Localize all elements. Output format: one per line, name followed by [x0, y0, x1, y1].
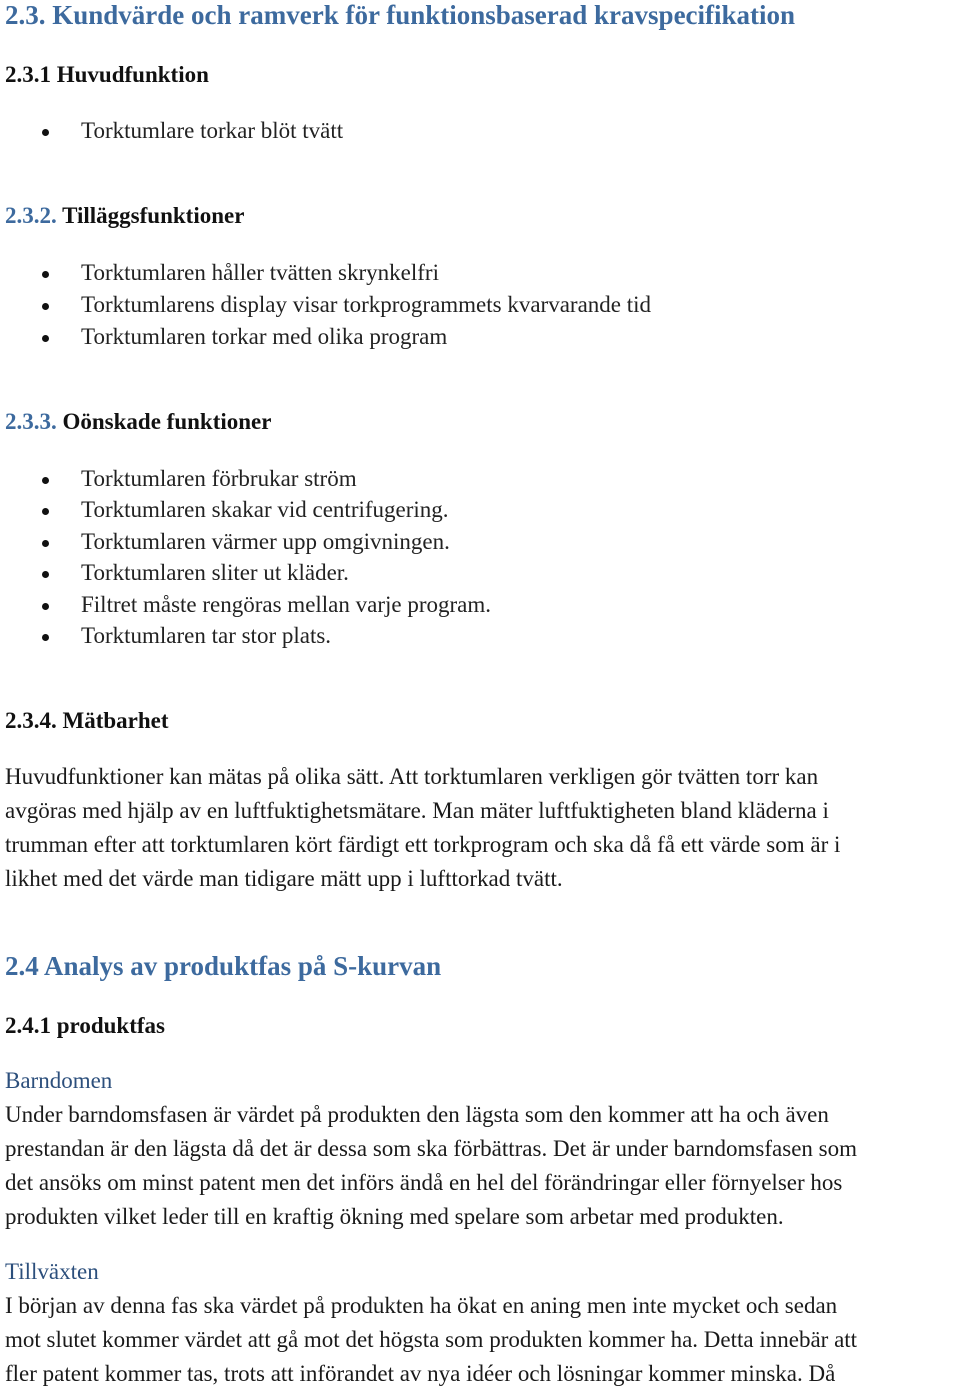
subsection-heading-2-3-2: [5, 203, 244, 229]
subsection-heading-2-4-1: 2.4.1 produktfas: [5, 1013, 165, 1038]
paragraph-line: I början av denna fas ska värdet på produkten ha ökat en aning men inte mycket och sedan: [5, 1293, 838, 1318]
paragraph-line: fler patent kommer tas, trots att införandet av nya idéer och lösningar kommer minska. Då: [5, 1361, 836, 1386]
paragraph-line: produkten vilket leder till en kraftig ökning med spelare som arbetar med produkten.: [5, 1204, 784, 1229]
bullet-icon: [42, 508, 49, 515]
subsection-heading-2-3-1: 2.3.1 Huvudfunktion: [5, 62, 209, 87]
paragraph-line: likhet med det värde man tidigare mätt upp i lufttorkad tvätt.: [5, 866, 563, 891]
subsection-number: 2.3.3.: [5, 409, 57, 434]
subsection-title: Oönskade funktioner: [56, 409, 272, 434]
paragraph-line: Huvudfunktioner kan mätas på olika sätt. Att torktumlaren verkligen gör tvätten torr kan: [5, 764, 819, 789]
bullet-icon: [42, 477, 49, 484]
bullet-icon: [42, 129, 49, 136]
phase-label-barndomen: Barndomen: [5, 1068, 113, 1093]
paragraph-line: Under barndomsfasen är värdet på produkten den lägsta som den kommer att ha och även: [5, 1102, 829, 1127]
bullet-icon: [42, 634, 49, 641]
section-heading-2-4: 2.4 Analys av produktfas på S-kurvan: [5, 951, 442, 981]
document-page: 2.3. Kundvärde och ramverk för funktionsbaserad kravspecifikation 2.3.1 Huvudfunktion Torktumlare torkar blöt tvätt 2.3.2. Tilläggsfunktioner Torktumlaren håller tvätten skrynkelfri Torktumlarens display visar torkprogrammets kvarvarande tid Torktumlaren torkar med olika program 2.3.3. Oönskade funktioner Torktumlaren förbrukar ström Torktumlaren skakar vid centrifugering. Torktumlaren värmer upp omgivningen. Torktumlaren sliter ut kläder. Filtret måste rengöras mellan varje program. Torktumlaren tar stor plats. 2.3.4. Mätbarhet Huvudfunktioner kan mätas på olika sätt. Att torktumlaren verkligen gör tvätten torr kan avgöras med hjälp av en luftfuktighetsmätare. Man mäter luftfuktigheten bland kläderna i trumman efter att torktumlaren kört färdigt ett torkprogram och ska då få ett värde som är i likhet med det värde man tidigare mätt upp i lufttorkad tvätt. 2.4 Analys av produktfas på S-kurvan 2.4.1 produktfas Barndomen Under barndomsfasen är värdet på produkten den lägsta som den kommer att ha och även prestandan är den lägsta då det är dessa som ska förbättras. Det är under barndomsfasen som det ansöks om minst patent men det införs ändå en hel del förändringar eller förnyelser hos produkten vilket leder till en kraftig ökning med spelare som arbetar med produkten. Tillväxten I början av denna fas ska värdet på produkten ha ökat en aning men inte mycket och sedan mot slutet kommer värdet att gå mot det högsta som produkten kommer ha. Detta innebär att fler patent kommer tas, trots att införandet av nya idéer och lösningar kommer minska. Då: [5, 0, 858, 1386]
bullet-icon: [42, 271, 49, 278]
paragraph-line: det ansöks om minst patent men det införs ändå en hel del förändringar eller förnyelser hos: [5, 1170, 843, 1195]
subsection-title: Tilläggsfunktioner: [56, 203, 245, 228]
bullet-icon: [42, 335, 49, 342]
section-heading-2-3: 2.3. Kundvärde och ramverk för funktionsbaserad kravspecifikation: [5, 0, 796, 30]
subsection-heading-2-3-4: 2.3.4. Mätbarhet: [5, 708, 169, 733]
subsection-heading-2-3-3: [5, 409, 271, 435]
paragraph-line: trumman efter att torktumlaren kört färdigt ett torkprogram och ska då få ett värde som är i: [5, 832, 841, 857]
subsection-number: 2.3.2.: [5, 203, 57, 228]
paragraph-line: avgöras med hjälp av en luftfuktighetsmätare. Man mäter luftfuktigheten bland kläderna i: [5, 798, 829, 823]
bullet-icon: [42, 303, 49, 310]
bullet-icon: [42, 540, 49, 547]
phase-label-tillvaxten: Tillväxten: [5, 1259, 99, 1284]
paragraph-line: mot slutet kommer värdet att gå mot det högsta som produkten kommer ha. Detta innebär att: [5, 1327, 858, 1352]
paragraph-line: prestandan är den lägsta då det är dessa som ska förbättras. Det är under barndomsfasen som: [5, 1136, 857, 1161]
bullet-icon: [42, 603, 49, 610]
bullet-icon: [42, 571, 49, 578]
